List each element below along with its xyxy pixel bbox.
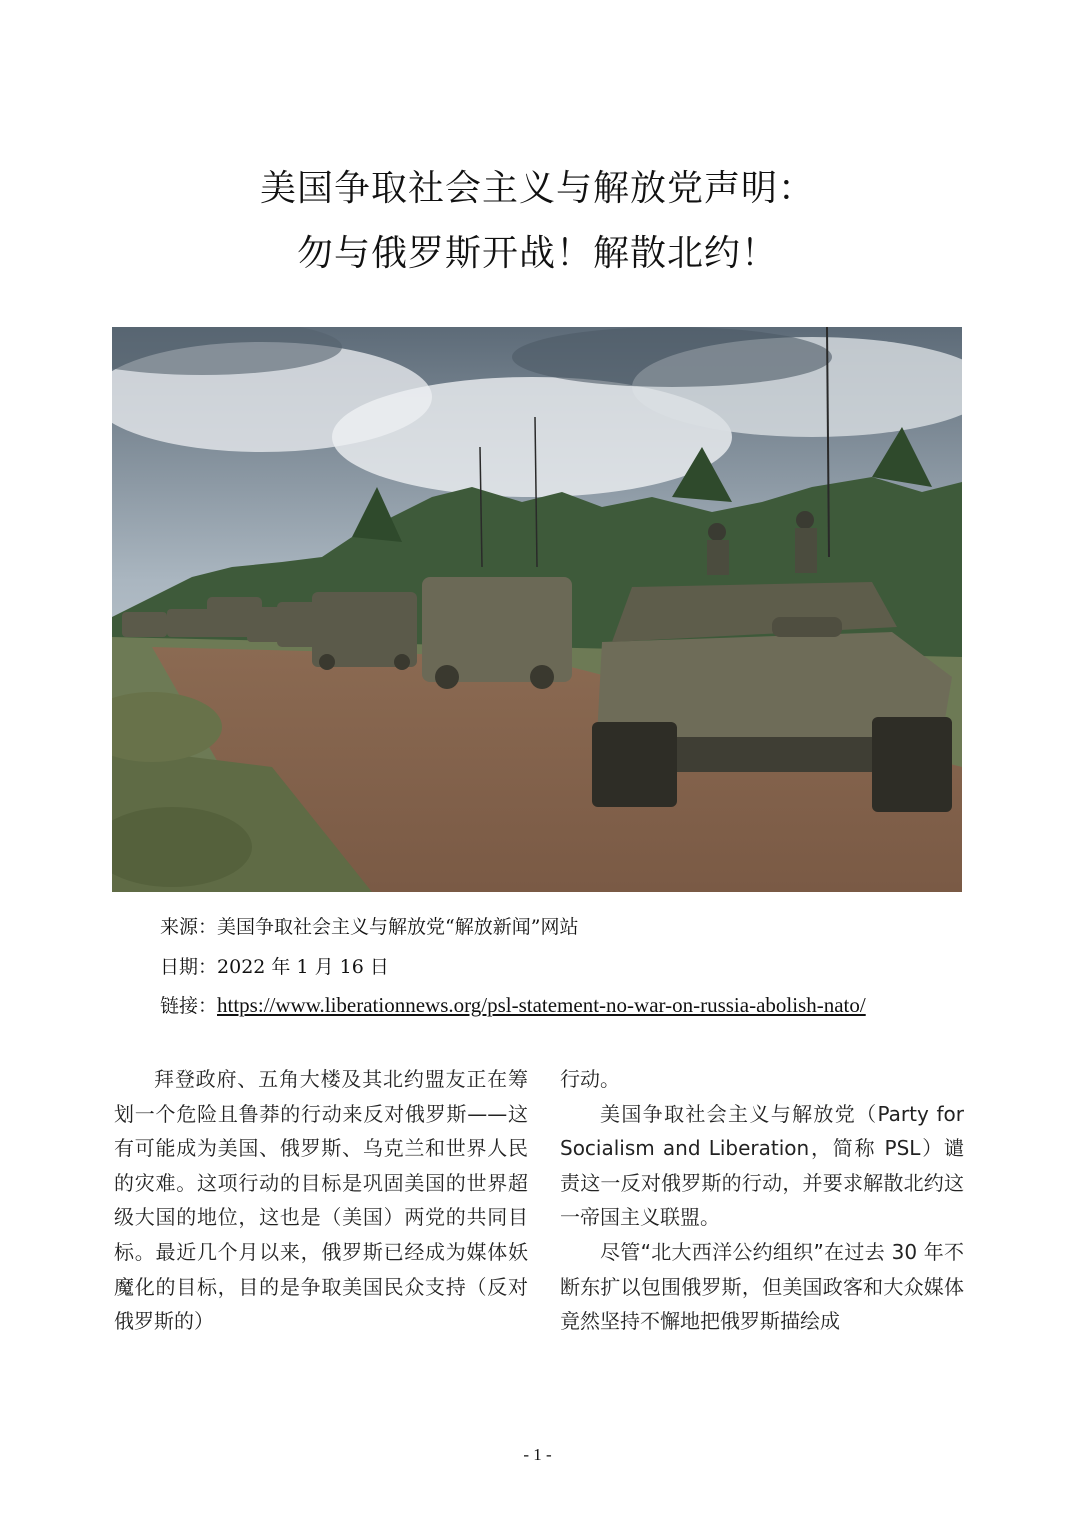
link-line xyxy=(160,991,866,1018)
body-paragraph: 拜登政府、五角大楼及其北约盟友正在筹划一个危险且鲁莽的行动来反对俄罗斯——这有可能成为美国、俄罗斯、乌克兰和世界人民的灾难。这项行动的目标是巩固美国的世界超级大国的地位，这也是（美国）两党的共同目标。最近几个月以来，俄罗斯已经成为媒体妖魔化的目标，目的是争取美国民众支持（反对俄罗斯的） xyxy=(114,1067,528,1334)
page-subtitle: 勿与俄罗斯开战！解散北约！ xyxy=(296,233,778,274)
body-paragraph: 尽管“北大西洋公约组织”在过去 30 年不断东扩以包围俄罗斯，但美国政客和大众媒体竟然坚持不懈地把俄罗斯描绘成 xyxy=(560,1239,964,1334)
date-value: 2022 年 1 月 16 日 xyxy=(217,956,389,978)
link-label: 链接： xyxy=(160,995,218,1017)
page-title: 美国争取社会主义与解放党声明： xyxy=(259,168,815,209)
page-number: - 1 - xyxy=(523,1445,552,1464)
source-line xyxy=(160,912,578,939)
date-line xyxy=(160,952,389,979)
body-paragraph-continuation: 行动。 xyxy=(560,1067,620,1091)
source-label: 来源： xyxy=(160,916,218,938)
source-value: 美国争取社会主义与解放党“解放新闻”网站 xyxy=(217,916,579,938)
body-paragraph: 美国争取社会主义与解放党（Party for Socialism and Liberation，简称 PSL）谴责这一反对俄罗斯的行动，并要求解散北约这一帝国主义联盟。 xyxy=(560,1101,964,1230)
tank-convoy-photo xyxy=(112,327,962,892)
article-link[interactable]: https://www.liberationnews.org/psl-statement-no-war-on-russia-abolish-nato/ xyxy=(217,993,866,1017)
left-column xyxy=(114,1062,528,1339)
date-label: 日期： xyxy=(160,956,218,978)
right-column xyxy=(560,1062,964,1339)
